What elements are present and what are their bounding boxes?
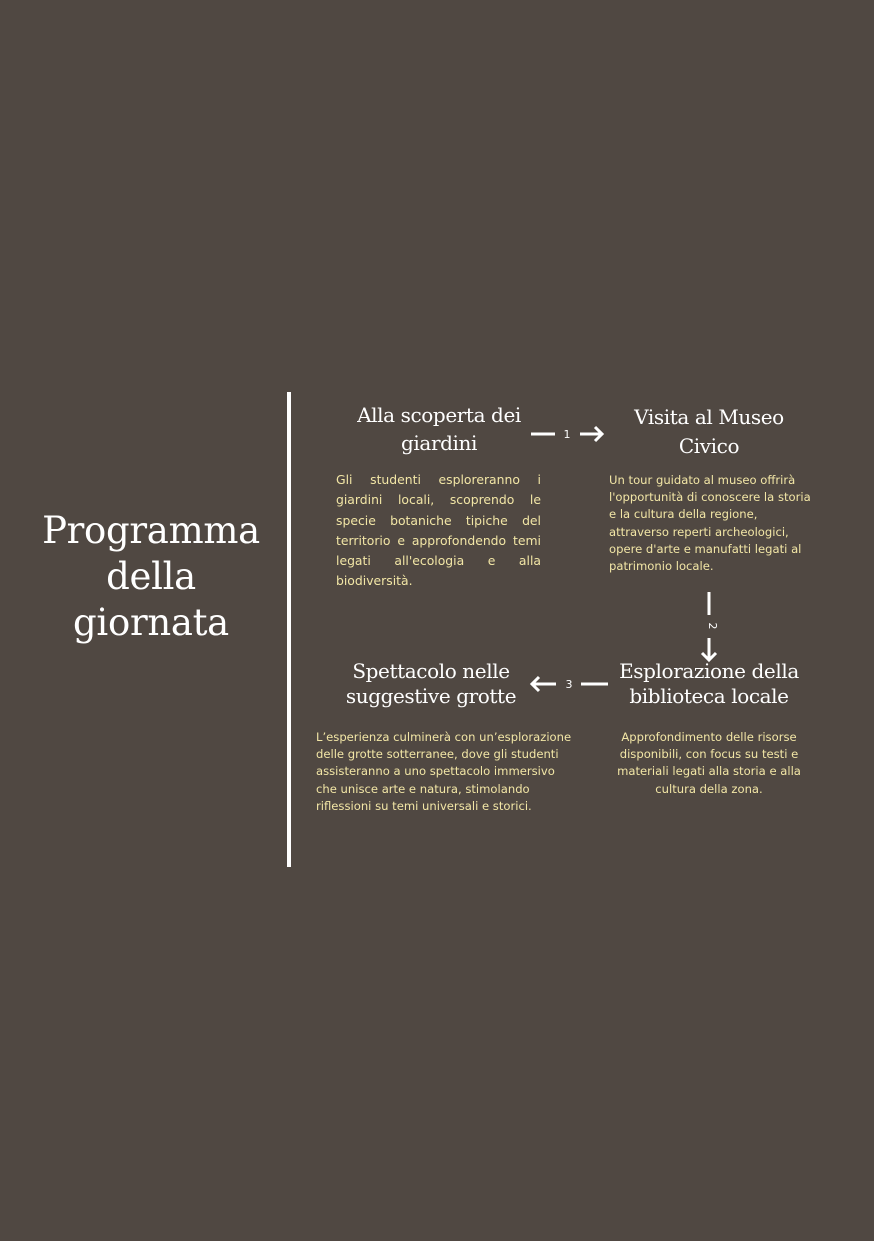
step-1-description: Gli studenti esploreranno i giardini locali, scoprendo le specie botaniche tipiche del territorio e approfondendo temi legati all'ecologia e alla biodiversità.	[336, 472, 541, 589]
step-2-title: Visita al Museo Civico	[634, 405, 784, 458]
connector-3-label: 3	[565, 678, 573, 691]
page-title: Programma della giornata	[42, 509, 260, 644]
step-3-title: Esplorazione della biblioteca locale	[619, 659, 799, 708]
connector-2-arrow	[697, 589, 721, 665]
connector-2-label: 2	[706, 622, 719, 630]
step-2-description: Un tour guidato al museo offrirà l'opportunità di conoscere la storia e la cultura della regione, attraverso reperti archeologici, opere d'arte e manufatti legati al patrimonio locale.	[609, 473, 811, 574]
connector-1-arrow	[528, 422, 608, 446]
connector-1-label: 1	[563, 428, 571, 441]
connector-3-arrow	[528, 672, 612, 696]
step-4-description: L’esperienza culminerà con un’esplorazione delle grotte sotterranee, dove gli studenti assisteranno a uno spettacolo immersivo che unisce arte e natura, stimolando riflessioni su temi universali e storici.	[316, 730, 572, 813]
step-3-description: Approfondimento delle risorse disponibili, con focus su testi e materiali legati alla storia e alla cultura della zona.	[617, 730, 801, 796]
step-1-title: Alla scoperta dei giardini	[357, 403, 521, 455]
vertical-divider	[287, 392, 291, 867]
step-4-title: Spettacolo nelle suggestive grotte	[345, 659, 517, 708]
